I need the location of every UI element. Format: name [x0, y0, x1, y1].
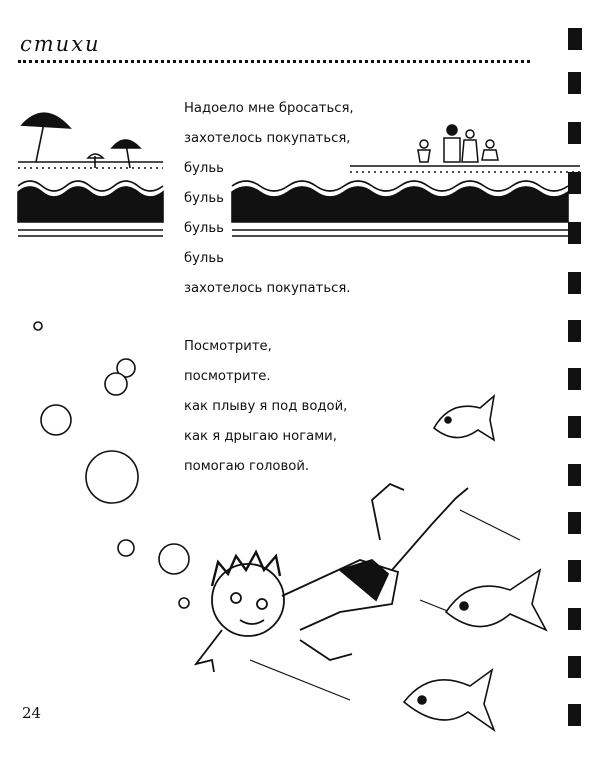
poem-line: захотелось покупаться. [184, 281, 351, 296]
poem-line: бульь [184, 251, 224, 266]
poem-line: бульь [184, 191, 224, 206]
poem-line: помогаю головой. [184, 459, 310, 474]
poem-stanza-1 [184, 94, 354, 304]
poem-line: как я дрыгаю ногами, [184, 429, 337, 444]
poem-line: захотелось покупаться, [184, 131, 351, 146]
poem-line: Надоело мне бросаться, [184, 101, 354, 116]
page-number: 24 [22, 704, 42, 722]
poem-line: бульь [184, 161, 224, 176]
poem-stanza-2 [184, 332, 347, 482]
beach-umbrellas-icon [18, 113, 163, 168]
poem-line: посмотрите. [184, 369, 271, 384]
section-title: стихи [20, 32, 101, 56]
poem-line: Посмотрите, [184, 339, 272, 354]
fish-icon [404, 396, 546, 730]
poem-line: как плыву я под водой, [184, 399, 348, 414]
bubbles-icon [34, 322, 189, 608]
binding-marks [568, 28, 582, 726]
poem-line: бульь [184, 221, 224, 236]
beach-people-icon [350, 125, 580, 172]
